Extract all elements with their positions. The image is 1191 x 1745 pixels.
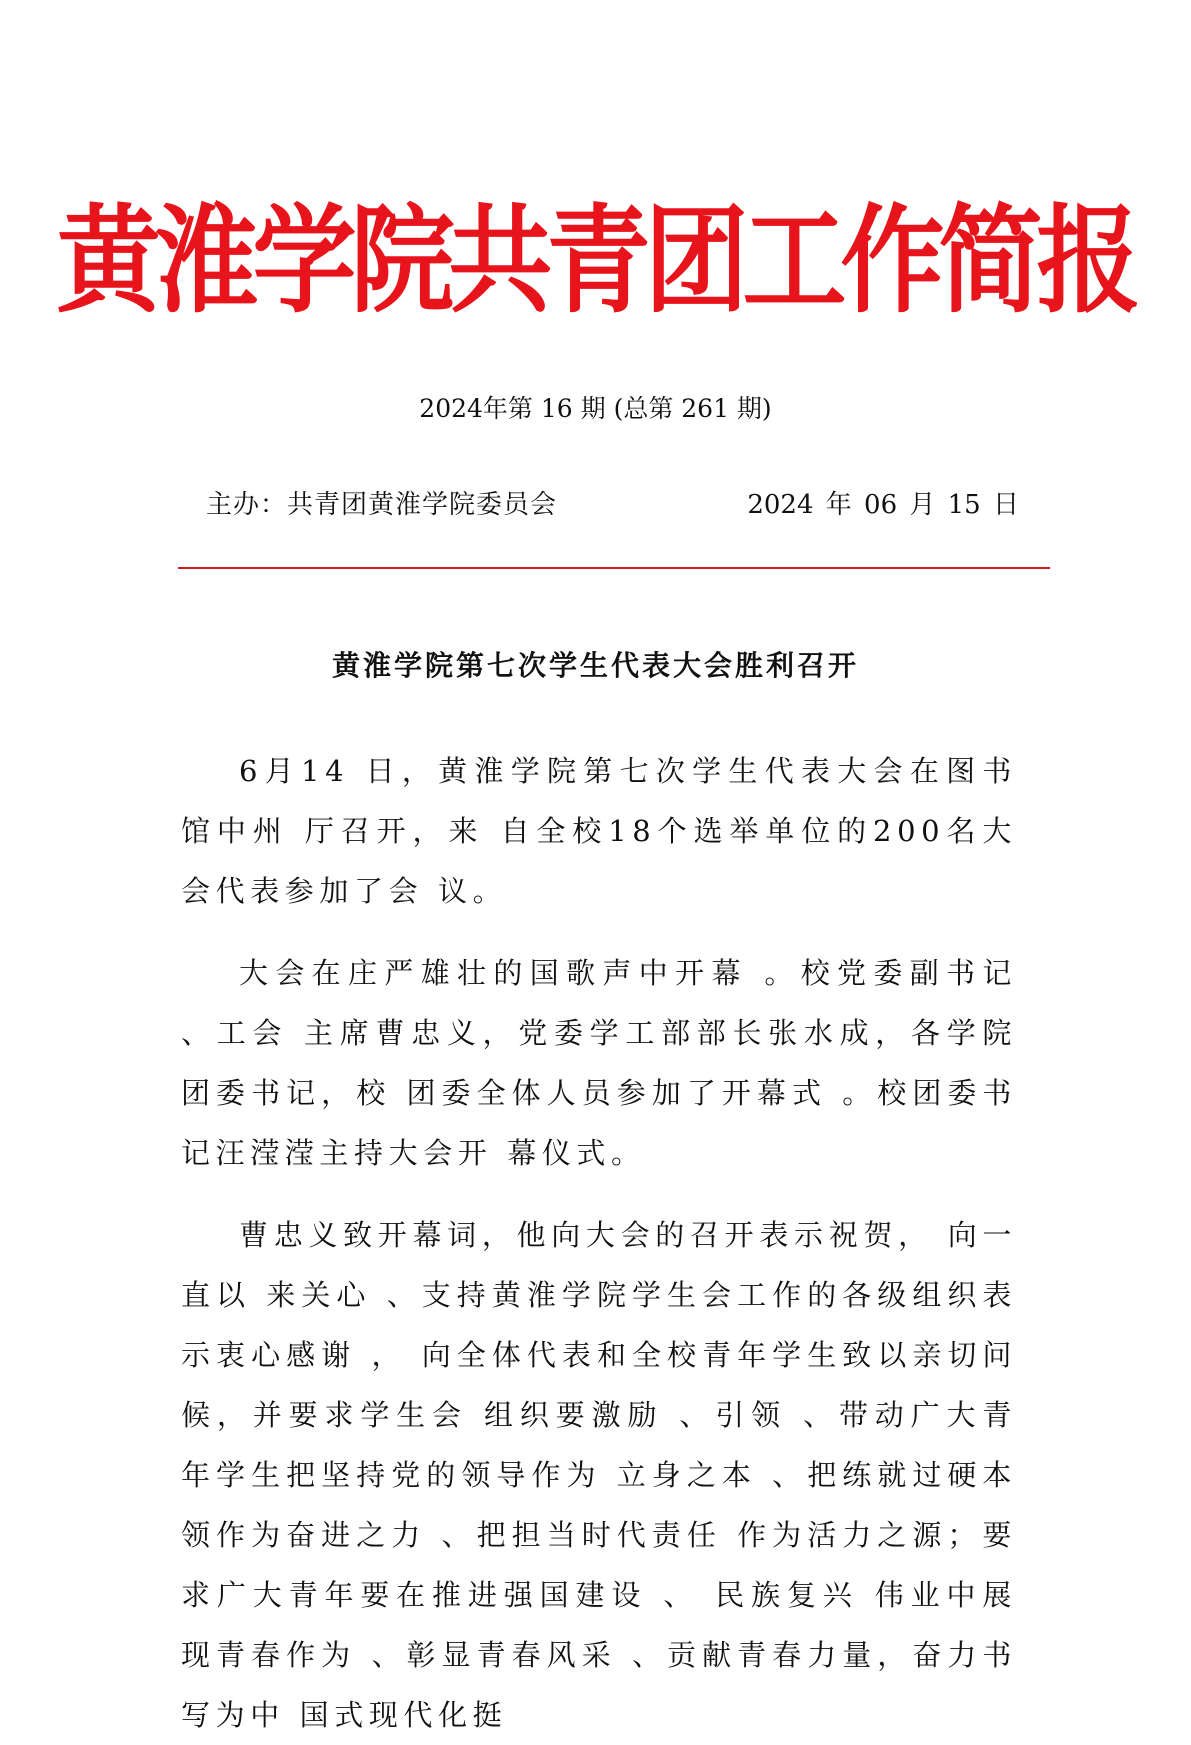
article-body <box>181 741 1017 1745</box>
issue-date: 2024 年 06 月 15 日 <box>747 490 1019 520</box>
article-title: 黄淮学院第七次学生代表大会胜利召开 <box>331 649 859 682</box>
sponsor-line: 主办：共青团黄淮学院委员会 <box>206 490 558 520</box>
header-divider <box>178 567 1050 569</box>
article-paragraph: 曹忠义致开幕词，他向大会的召开表示祝贺， 向一直以 来关心 、支持黄淮学院学生会工作的各级组织表示衷心感谢 ， 向全体代表和全校青年学生致以亲切问候，并要求学生会 组织要激励 、引领 、带动广大青年学生把坚持党的领导作为 立身之本 、把练就过硬本领作为奋进之力 、把担当时代责任 作为活力之源；要求广大青年要在推进强国建设 、 民族复兴 伟业中展现青春作为 、彰显青春风采 、贡献青春力量，奋力书写为中 国式现代化挺 <box>181 1218 1017 1732</box>
article-paragraph: 6月14 日，黄淮学院第七次学生代表大会在图书馆中州 厅召开，来 自全校18个选举单位的200名大会代表参加了会 议。 <box>181 754 1017 908</box>
article-paragraph: 大会在庄严雄壮的国歌声中开幕 。校党委副书记 、工会 主席曹忠义，党委学工部部长张水成，各学院团委书记，校 团委全体人员参加了开幕式 。校团委书记汪滢滢主持大会开 幕仪式。 <box>181 956 1017 1170</box>
issue-number: 2024年第 16 期 (总第 261 期) <box>419 394 772 423</box>
newsletter-masthead: 黄淮学院共青团工作简报 <box>56 192 1135 330</box>
